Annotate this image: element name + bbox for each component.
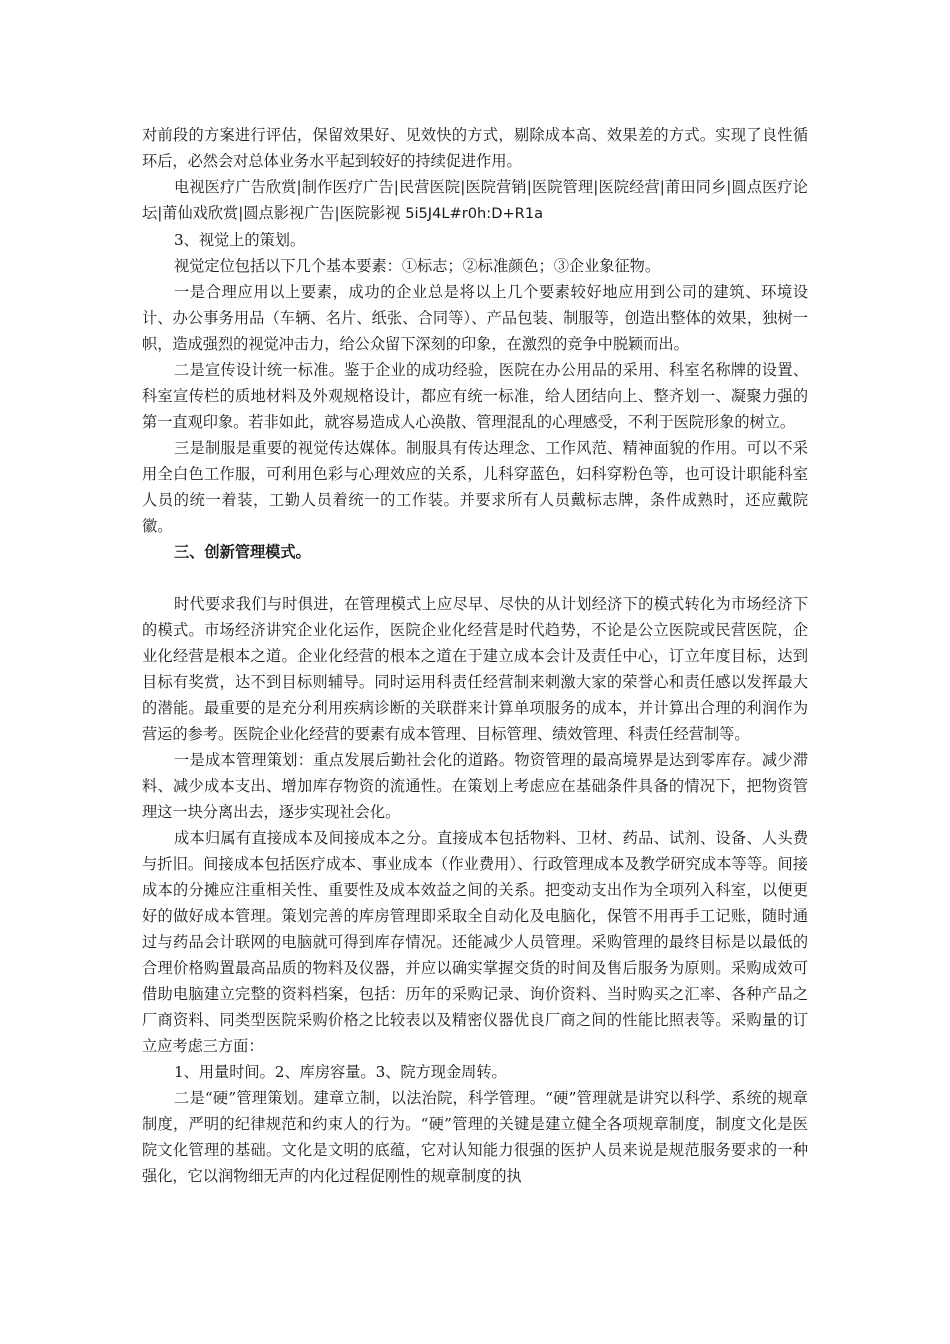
paragraph-cost-management: 一是成本管理策划：重点发展后勤社会化的道路。物资管理的最高境界是达到零库存。减少滞料、减少成本支出、增加库存物资的流通性。在策划上考虑应在基础条件具备的情况下，把物资管理这一块分离出去，逐步实现社会化。 xyxy=(142,751,808,821)
keyword-links: 电视医疗广告欣赏|制作医疗广告|民营医院|医院营销|医院管理|医院经营|莆田同乡|圆点医疗论坛|莆仙戏欣赏|圆点影视广告|医院影视 xyxy=(142,178,808,222)
paragraph-evaluation: 对前段的方案进行评估，保留效果好、见效快的方式，剔除成本高、效果差的方式。实现了良性循环后，必然会对总体业务水平起到较好的持续促进作用。 xyxy=(142,126,808,170)
paragraph-point-one: 一是合理应用以上要素，成功的企业总是将以上几个要素较好地应用到公司的建筑、环境设计、办公事务用品（车辆、名片、纸张、合同等）、产品包装、制服等，创造出整体的效果，独树一帜，造成强烈的视觉冲击力，给公众留下深刻的印象，在激烈的竞争中脱颖而出。 xyxy=(142,283,808,353)
paragraph-point-three: 三是制服是重要的视觉传达媒体。制服具有传达理念、工作风范、精神面貌的作用。可以不采用全白色工作服，可利用色彩与心理效应的关系，儿科穿蓝色，妇科穿粉色等，也可设计职能科室人员的统一着装，工勤人员着统一的工作装。并要求所有人员戴标志牌，条件成熟时，还应戴院徽。 xyxy=(142,439,808,535)
paragraph-keywords xyxy=(142,174,808,227)
blank-line xyxy=(142,565,808,591)
watermark-code: 5i5J4L#r0h:D+R1a xyxy=(405,205,544,222)
paragraph-era-requirements: 时代要求我们与时俱进，在管理模式上应尽早、尽快的从计划经济下的模式转化为市场经济下的模式。市场经济讲究企业化运作，医院企业化经营是时代趋势，不论是公立医院或民营医院，企业化经营是根本之道。企业化经营的根本之道在于建立成本会计及责任中心，订立年度目标，达到目标有奖赏，达不到目标则辅导。同时运用科责任经营制来刺激大家的荣誉心和责任感以发挥最大的潜能。最重要的是充分利用疾病诊断的关联群来计算单项服务的成本，并计算出合理的利润作为营运的参考。医院企业化经营的要素有成本管理、目标管理、绩效管理、科责任经营制等。 xyxy=(142,595,808,743)
paragraph-purchase-factors: 1、用量时间。2、库房容量。3、院方现金周转。 xyxy=(174,1063,507,1081)
paragraph-hard-management: 二是“硬”管理策划。建章立制，以法治院，科学管理。“硬”管理就是讲究以科学、系统的规章制度，严明的纪律规范和约束人的行为。“硬”管理的关键是建立健全各项规章制度，制度文化是医院文化管理的基础。文化是文明的底蕴，它对认知能力很强的医护人员来说是规范服务要求的一种强化，它以润物细无声的内化过程促刚性的规章制度的执 xyxy=(142,1089,808,1185)
paragraph-point-two: 二是宣传设计统一标准。鉴于企业的成功经验，医院在办公用品的采用、科室名称牌的设置、科室宣传栏的质地材料及外观规格设计，都应有统一标准，给人团结向上、整齐划一、凝聚力强的第一直观印象。若非如此，就容易造成人心涣散、管理混乱的心理感受，不利于医院形象的树立。 xyxy=(142,361,808,431)
paragraph-cost-attribution: 成本归属有直接成本及间接成本之分。直接成本包括物料、卫材、药品、试剂、设备、人头费与折旧。间接成本包括医疗成本、事业成本（作业费用）、行政管理成本及教学研究成本等等。间接成本的分摊应注重相关性、重要性及成本效益之间的关系。把变动支出作为全项列入科室，以便更好的做好成本管理。策划完善的库房管理即采取全自动化及电脑化，保管不用再手工记账，随时通过与药品会计联网的电脑就可得到库存情况。还能减少人员管理。采购管理的最终目标是以最低的合理价格购置最高品质的物料及仪器，并应以确实掌握交货的时间及售后服务为原则。采购成效可借助电脑建立完整的资料档案，包括：历年的采购记录、询价资料、当时购买之汇率、各种产品之厂商资料、同类型医院采购价格之比较表以及精密仪器优良厂商之间的性能比照表等。采购量的订立应考虑三方面： xyxy=(142,829,808,1055)
section-heading-visual: 3、视觉上的策划。 xyxy=(174,231,306,249)
paragraph-visual-elements: 视觉定位包括以下几个基本要素：①标志；②标准颜色；③企业象征物。 xyxy=(174,257,660,275)
section-heading-management: 三、创新管理模式。 xyxy=(174,543,311,561)
